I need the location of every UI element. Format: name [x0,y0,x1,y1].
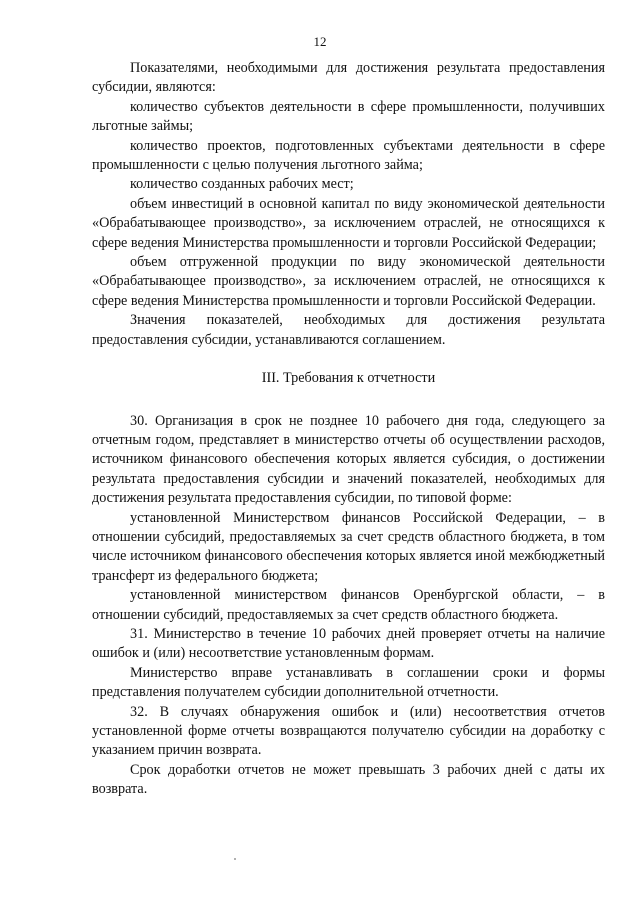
paragraph-indicator-jobs: количество созданных рабочих мест; [130,176,354,193]
paragraph-indicator-projects: количество проектов, подготовленных субъектами деятельности в сфере промышленности с целью получения льготного займа; [92,137,605,174]
paragraph-indicators-intro: Показателями, необходимыми для достижения результата предоставления субсидии, являются: [92,60,605,96]
scan-speck [234,858,236,860]
paragraph-indicator-shipped-products: объем отгруженной продукции по виду экономической деятельности «Обрабатывающее производство», за исключением отраслей, не относящихся к сфере ведения Министерства промышленности и торговли Российской Федерации. [92,254,605,309]
paragraph-indicator-values: Значения показателей, необходимых для достижения результата предоставления субсидии, устанавливаются соглашением. [92,312,605,348]
paragraph-30-regional-form: установленной министерством финансов Оренбургской области, – в отношении субсидий, предоставляемых за счет средств областного бюджета. [92,587,605,623]
paragraph-30-federal-form: установленной Министерством финансов Российской Федерации, – в отношении субсидий, предоставляемых за счет средств областного бюджета, в том числе источником финансового обеспечения которых является иной межбюджетный трансферт из федерального бюджета; [92,509,605,584]
paragraph-31: 31. Министерство в течение 10 рабочих дней проверяет отчеты на наличие ошибок и (или) несоответствие установленным формам. [92,625,605,662]
paragraph-indicator-borrowers: количество субъектов деятельности в сфере промышленности, получивших льготные займы; [92,98,605,135]
document-body [92,59,605,800]
paragraph-31-additional: Министерство вправе устанавливать в соглашении сроки и формы представления получателем субсидии дополнительной отчетности. [92,664,605,701]
paragraph-indicator-investments: объем инвестиций в основной капитал по виду экономической деятельности «Обрабатывающее производство», за исключением отраслей, не относящихся к сфере ведения Министерства промышленности и торговли Российской Федерации; [92,195,605,251]
page-number: 12 [313,34,327,49]
paragraph-32: 32. В случаях обнаружения ошибок и (или) несоответствия отчетов установленной форме отчеты возвращаются получателю субсидии на доработку с указанием причин возврата. [92,703,605,759]
section-heading: III. Требования к отчетности [261,370,436,387]
paragraph-32-deadline: Срок доработки отчетов не может превышать 3 рабочих дней с даты их возврата. [92,761,605,798]
paragraph-30: 30. Организация в срок не позднее 10 рабочего дня года, следующего за отчетным годом, представляет в министерство отчеты об осуществлении расходов, источником финансового обеспечения которых является субсидия, о достижении результата предоставления субсидии и значений показателей, необходимых для достижения результата предоставления субсидии, по типовой форме: [92,412,605,507]
